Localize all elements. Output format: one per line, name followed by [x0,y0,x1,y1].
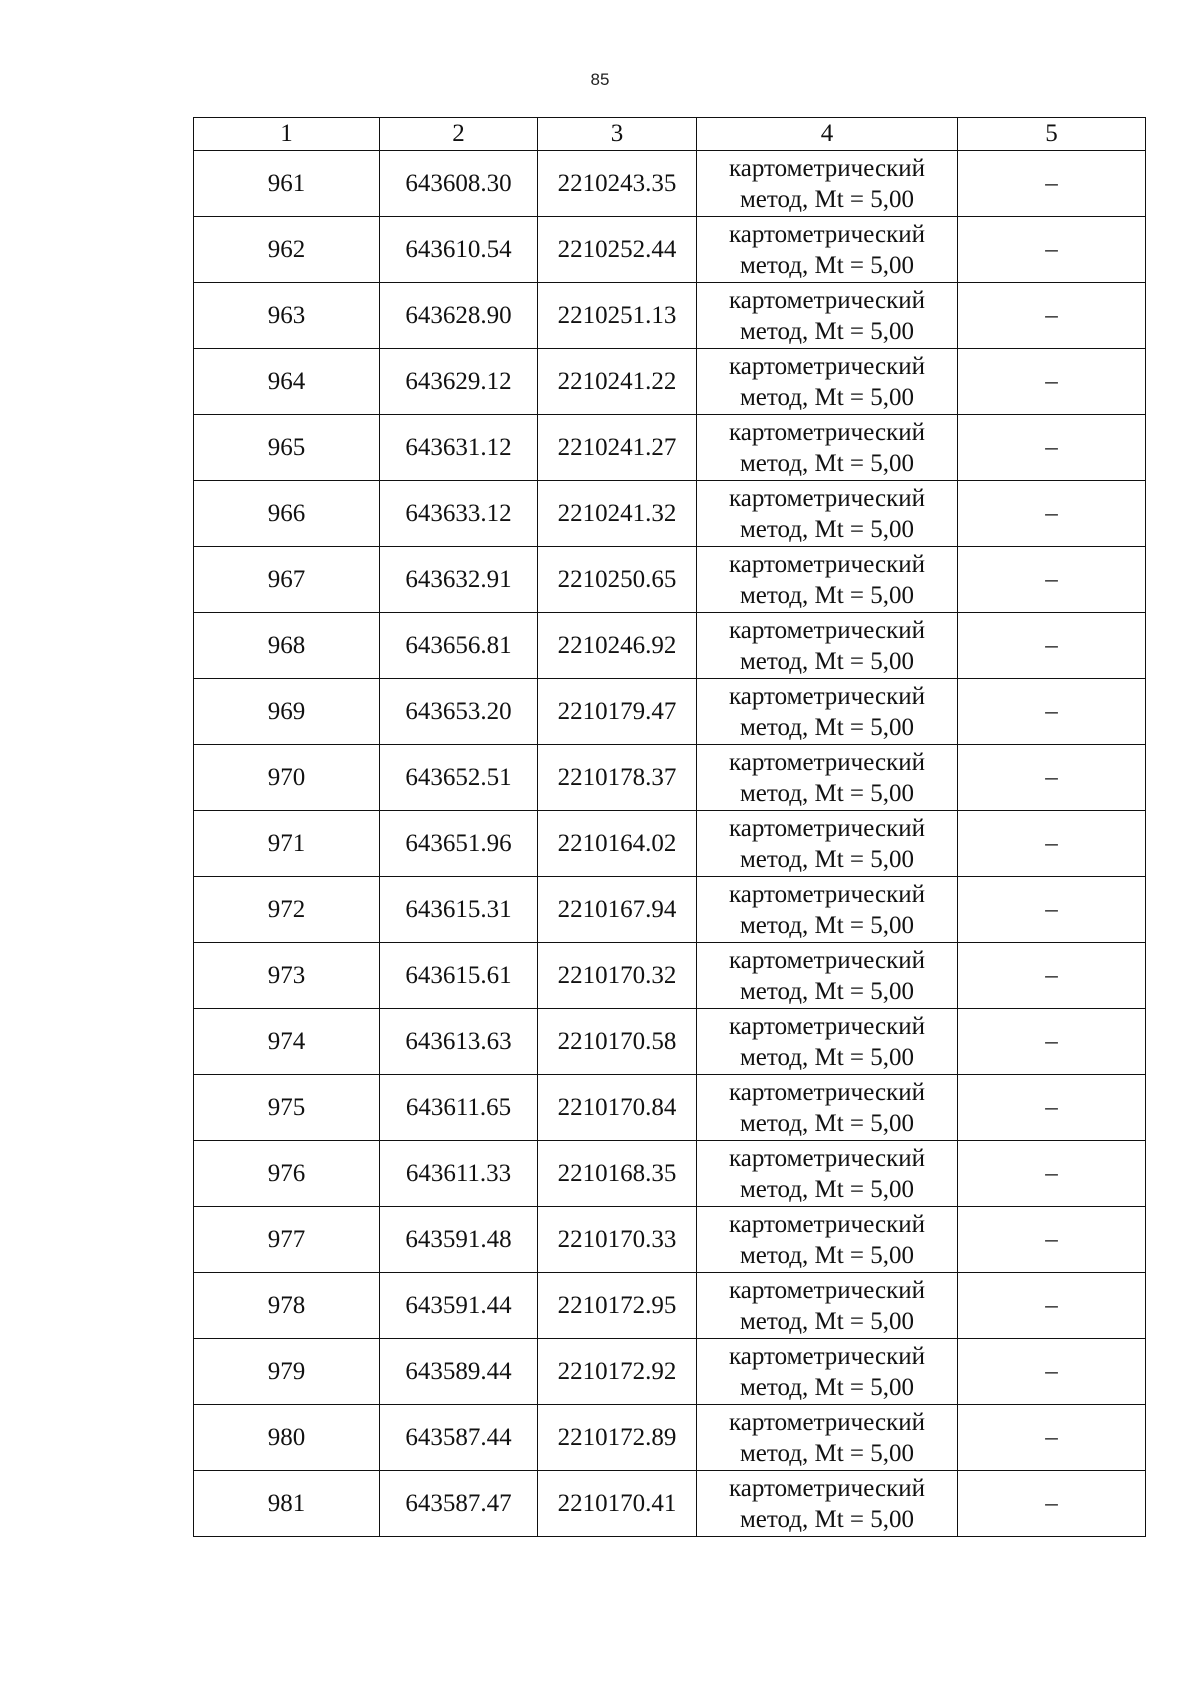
y-coordinate-cell: 2210170.32 [538,943,697,1009]
method-line-1: картометрический [729,1342,925,1370]
y-coordinate-cell: 2210179.47 [538,679,697,745]
method-cell [697,1471,958,1537]
y-coordinate-cell: 2210170.41 [538,1471,697,1537]
method-cell [697,481,958,547]
method-line-1: картометрический [729,616,925,644]
point-number-cell: 975 [194,1075,380,1141]
method-line-1: картометрический [729,1276,925,1304]
y-coordinate-cell: 2210168.35 [538,1141,697,1207]
method-line-1: картометрический [729,484,925,512]
x-coordinate-cell: 643633.12 [380,481,538,547]
method-line-1: картометрический [729,1012,925,1040]
note-cell: – [958,1075,1146,1141]
table-body [194,151,1146,1537]
x-coordinate-cell: 643615.31 [380,877,538,943]
method-line-2: метод, Mt = 5,00 [739,383,915,411]
method-line-1: картометрический [729,946,925,974]
table-row [194,151,1146,217]
point-number-cell: 970 [194,745,380,811]
table-row [194,877,1146,943]
x-coordinate-cell: 643651.96 [380,811,538,877]
note-cell: – [958,679,1146,745]
point-number-cell: 976 [194,1141,380,1207]
y-coordinate-cell: 2210178.37 [538,745,697,811]
column-header-5: 5 [958,118,1146,151]
method-line-2: метод, Mt = 5,00 [739,1505,915,1533]
table-row [194,1273,1146,1339]
note-cell: – [958,1405,1146,1471]
method-line-2: метод, Mt = 5,00 [739,1175,915,1203]
x-coordinate-cell: 643587.44 [380,1405,538,1471]
point-number-cell: 978 [194,1273,380,1339]
method-line-2: метод, Mt = 5,00 [739,911,915,939]
table-row [194,217,1146,283]
note-cell: – [958,811,1146,877]
y-coordinate-cell: 2210164.02 [538,811,697,877]
method-line-2: метод, Mt = 5,00 [739,845,915,873]
x-coordinate-cell: 643611.65 [380,1075,538,1141]
method-cell [697,1075,958,1141]
method-line-1: картометрический [729,286,925,314]
table-row [194,1207,1146,1273]
table-row [194,811,1146,877]
table-row [194,679,1146,745]
method-line-2: метод, Mt = 5,00 [739,1373,915,1401]
method-cell [697,1273,958,1339]
method-line-2: метод, Mt = 5,00 [739,185,915,213]
method-line-2: метод, Mt = 5,00 [739,1241,915,1269]
method-line-1: картометрический [729,1474,925,1502]
y-coordinate-cell: 2210251.13 [538,283,697,349]
point-number-cell: 963 [194,283,380,349]
x-coordinate-cell: 643628.90 [380,283,538,349]
method-line-1: картометрический [729,1210,925,1238]
page-number: 85 [590,70,610,89]
method-line-2: метод, Mt = 5,00 [739,251,915,279]
note-cell: – [958,745,1146,811]
point-number-cell: 973 [194,943,380,1009]
point-number-cell: 966 [194,481,380,547]
table-header-row [194,118,1146,151]
table-row [194,1075,1146,1141]
table-row [194,613,1146,679]
method-line-2: метод, Mt = 5,00 [739,779,915,807]
note-cell: – [958,283,1146,349]
method-line-2: метод, Mt = 5,00 [739,1307,915,1335]
method-cell [697,1009,958,1075]
method-line-1: картометрический [729,880,925,908]
y-coordinate-cell: 2210243.35 [538,151,697,217]
column-header-3: 3 [538,118,697,151]
table-row [194,283,1146,349]
point-number-cell: 981 [194,1471,380,1537]
table-row [194,1339,1146,1405]
x-coordinate-cell: 643656.81 [380,613,538,679]
y-coordinate-cell: 2210172.89 [538,1405,697,1471]
method-cell [697,349,958,415]
method-line-2: метод, Mt = 5,00 [739,647,915,675]
x-coordinate-cell: 643608.30 [380,151,538,217]
note-cell: – [958,1009,1146,1075]
method-cell [697,1405,958,1471]
method-line-2: метод, Mt = 5,00 [739,515,915,543]
column-header-1: 1 [194,118,380,151]
method-cell [697,547,958,613]
method-cell [697,283,958,349]
y-coordinate-cell: 2210170.58 [538,1009,697,1075]
table-row [194,349,1146,415]
method-line-2: метод, Mt = 5,00 [739,1439,915,1467]
x-coordinate-cell: 643629.12 [380,349,538,415]
note-cell: – [958,151,1146,217]
point-number-cell: 971 [194,811,380,877]
point-number-cell: 979 [194,1339,380,1405]
method-cell [697,415,958,481]
note-cell: – [958,415,1146,481]
method-cell [697,1339,958,1405]
method-line-2: метод, Mt = 5,00 [739,581,915,609]
point-number-cell: 967 [194,547,380,613]
method-cell [697,877,958,943]
point-number-cell: 968 [194,613,380,679]
note-cell: – [958,1207,1146,1273]
y-coordinate-cell: 2210252.44 [538,217,697,283]
x-coordinate-cell: 643589.44 [380,1339,538,1405]
table-row [194,745,1146,811]
x-coordinate-cell: 643611.33 [380,1141,538,1207]
x-coordinate-cell: 643631.12 [380,415,538,481]
point-number-cell: 972 [194,877,380,943]
x-coordinate-cell: 643613.63 [380,1009,538,1075]
coordinates-table [193,117,1146,1537]
method-line-1: картометрический [729,352,925,380]
method-line-1: картометрический [729,814,925,842]
method-cell [697,811,958,877]
x-coordinate-cell: 643591.48 [380,1207,538,1273]
y-coordinate-cell: 2210172.95 [538,1273,697,1339]
method-line-2: метод, Mt = 5,00 [739,1109,915,1137]
y-coordinate-cell: 2210241.22 [538,349,697,415]
x-coordinate-cell: 643610.54 [380,217,538,283]
table-row [194,1141,1146,1207]
table-row [194,1471,1146,1537]
note-cell: – [958,547,1146,613]
method-line-2: метод, Mt = 5,00 [739,713,915,741]
method-line-1: картометрический [729,682,925,710]
method-cell [697,943,958,1009]
method-cell [697,745,958,811]
method-cell [697,613,958,679]
column-header-4: 4 [697,118,958,151]
y-coordinate-cell: 2210167.94 [538,877,697,943]
note-cell: – [958,481,1146,547]
x-coordinate-cell: 643632.91 [380,547,538,613]
column-header-2: 2 [380,118,538,151]
y-coordinate-cell: 2210241.27 [538,415,697,481]
method-line-2: метод, Mt = 5,00 [739,449,915,477]
y-coordinate-cell: 2210172.92 [538,1339,697,1405]
point-number-cell: 962 [194,217,380,283]
point-number-cell: 961 [194,151,380,217]
table-row [194,943,1146,1009]
note-cell: – [958,1273,1146,1339]
table-row [194,415,1146,481]
note-cell: – [958,613,1146,679]
y-coordinate-cell: 2210241.32 [538,481,697,547]
y-coordinate-cell: 2210250.65 [538,547,697,613]
note-cell: – [958,1141,1146,1207]
method-line-2: метод, Mt = 5,00 [739,977,915,1005]
note-cell: – [958,1471,1146,1537]
method-cell [697,1141,958,1207]
note-cell: – [958,877,1146,943]
method-line-1: картометрический [729,550,925,578]
method-line-2: метод, Mt = 5,00 [739,317,915,345]
method-line-1: картометрический [729,154,925,182]
x-coordinate-cell: 643615.61 [380,943,538,1009]
method-line-1: картометрический [729,220,925,248]
table-row [194,1405,1146,1471]
note-cell: – [958,349,1146,415]
point-number-cell: 980 [194,1405,380,1471]
x-coordinate-cell: 643591.44 [380,1273,538,1339]
method-line-2: метод, Mt = 5,00 [739,1043,915,1071]
method-cell [697,679,958,745]
note-cell: – [958,1339,1146,1405]
note-cell: – [958,217,1146,283]
point-number-cell: 964 [194,349,380,415]
method-line-1: картометрический [729,748,925,776]
point-number-cell: 977 [194,1207,380,1273]
y-coordinate-cell: 2210246.92 [538,613,697,679]
method-line-1: картометрический [729,1408,925,1436]
y-coordinate-cell: 2210170.84 [538,1075,697,1141]
y-coordinate-cell: 2210170.33 [538,1207,697,1273]
x-coordinate-cell: 643587.47 [380,1471,538,1537]
method-line-1: картометрический [729,1078,925,1106]
table-row [194,547,1146,613]
method-cell [697,151,958,217]
point-number-cell: 974 [194,1009,380,1075]
method-cell [697,217,958,283]
table-row [194,1009,1146,1075]
table-row [194,481,1146,547]
method-line-1: картометрический [729,418,925,446]
point-number-cell: 969 [194,679,380,745]
point-number-cell: 965 [194,415,380,481]
method-cell [697,1207,958,1273]
method-line-1: картометрический [729,1144,925,1172]
x-coordinate-cell: 643652.51 [380,745,538,811]
x-coordinate-cell: 643653.20 [380,679,538,745]
note-cell: – [958,943,1146,1009]
